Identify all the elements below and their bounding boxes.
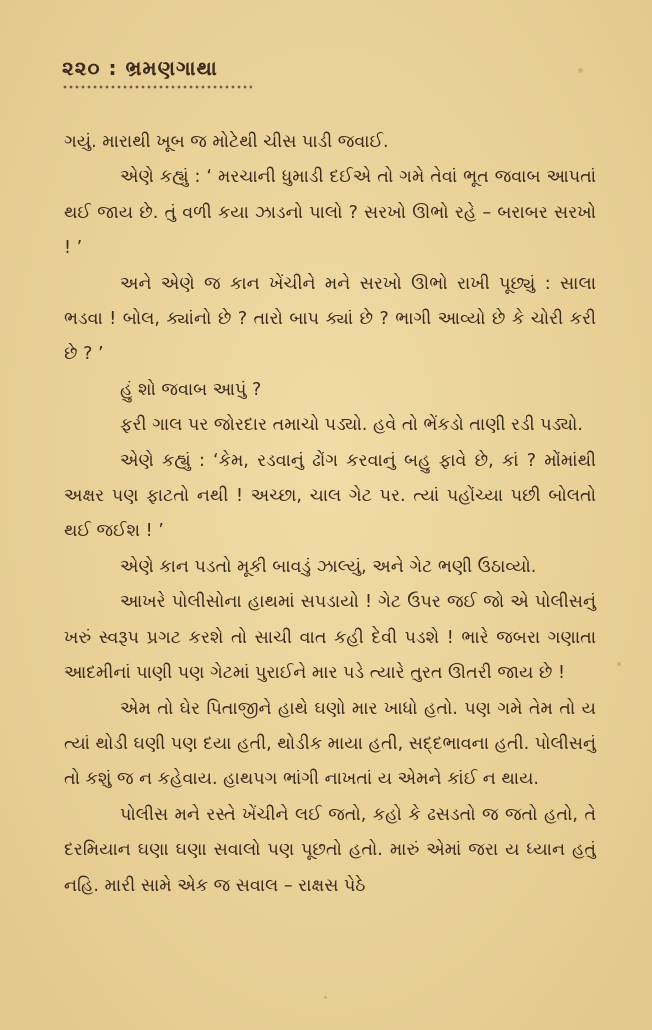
paper-speck <box>578 68 583 73</box>
paper-speck <box>324 996 327 999</box>
page-number-and-title: ૨૨૦ : ભ્રમણગાથા <box>62 56 218 80</box>
paragraph-3: અને એણે જ કાન ખેંચીને મને સરખો ઊભો રાખી પૂછ્યું : સાલા ભડવા ! બોલ, ક્યાંનો છે ? તારો બાપ ક્યાં છે ? ભાગી આવ્યો છે કે ચોરી કરી છે ? ’ <box>64 273 596 365</box>
paragraph-1: ગયું. મારાથી ખૂબ જ મોટેથી ચીસ પાડી જવાઈ. <box>64 132 389 152</box>
running-header <box>62 56 302 90</box>
body-text <box>64 125 596 904</box>
paragraph-10: પોલીસ મને રસ્તે ખેંચીને લઈ જતો, કહો કે ઢસડતો જ જતો હતો, તે દરમિયાન ઘણા ઘણા સવાલો પણ પૂછતો હતો. મારું એમાં જરા ય ધ્યાન હતું નહિ. મારી સામે એક જ સવાલ – રાક્ષસ પેઠે <box>64 804 596 896</box>
paragraph-4: હું શો જવાબ આપું ? <box>120 379 262 400</box>
paragraph-9: એમ તો ઘેર પિતાજીને હાથે ઘણો માર ખાધો હતો. પણ ગમે તેમ તો ય ત્યાં થોડી ઘણી પણ દયા હતી, થોડીક માયા હતી, સદ્દભાવના હતી. પોલીસનું તો કશું જ ન કહેવાય. હાથપગ ભાંગી નાખતાં ય એમને કાંઈ ન થાય. <box>64 698 596 790</box>
paragraph-6: એણે કહ્યું : ‘કેમ, રડવાનું ઢોંગ કરવાનું બહુ ફાવે છે, કાં ? મોંમાંથી અક્ષર પણ ફાટતો નથી ! અચ્છા, ચાલ ગેટ પર. ત્યાં પહોંચ્યા પછી બોલતો થઈ જઈશ ! ’ <box>64 450 596 542</box>
paper-speck <box>617 662 621 666</box>
header-dotted-rule <box>62 84 252 90</box>
paragraph-7: એણે કાન પડતો મૂકી બાવડું ઝાલ્યું, અને ગેટ ભણી ઉઠાવ્યો. <box>120 556 537 577</box>
paragraph-8: આખરે પોલીસોના હાથમાં સપડાયો ! ગેટ ઉપર જઈ જો એ પોલીસનું ખરું સ્વરૂપ પ્રગટ કરશે તો સાચી વાત કહી દેવી પડશે ! ભારે જબરા ગણાતા આદમીનાં પાણી પણ ગેટમાં પુરાઈને માર પડે ત્યારે તુરત ઊતરી જાય છે ! <box>64 592 596 684</box>
paragraph-5: ફરી ગાલ પર જોરદાર તમાચો પડ્યો. હવે તો ભેંકડો તાણી રડી પડ્યો. <box>120 415 583 436</box>
paragraph-2: એણે કહ્યું : ‘ મરચાની ધુમાડી દઈએ તો ગમે તેવાં ભૂત જવાબ આપતાં થઈ જાય છે. તું વળી કયા ઝાડનો પાલો ? સરખો ઊભો રહે – બરાબર સરખો ! ’ <box>64 167 596 259</box>
